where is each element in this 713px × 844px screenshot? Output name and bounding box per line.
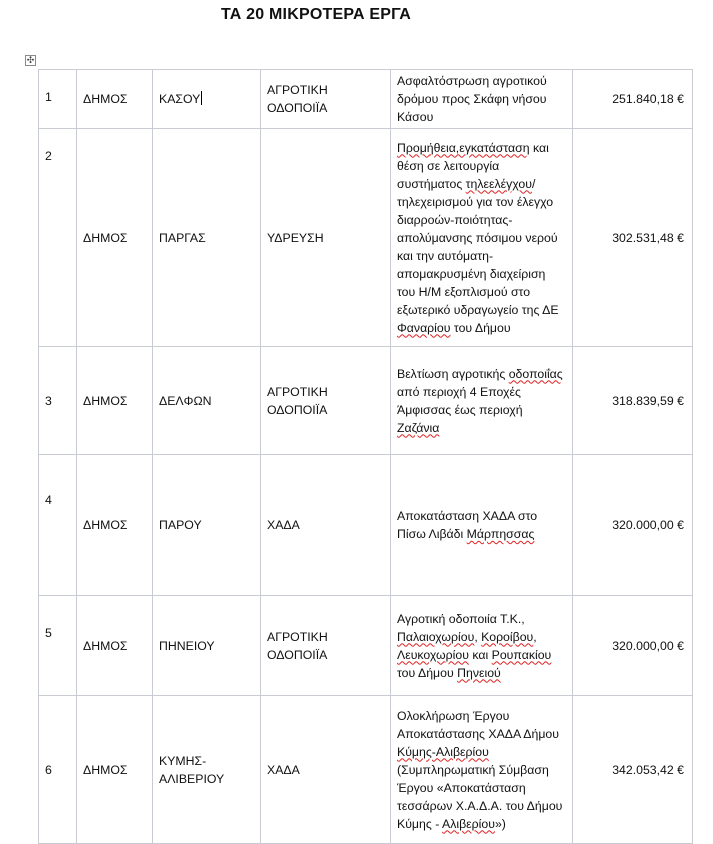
row-number: 1 — [39, 70, 77, 129]
table-move-handle-icon[interactable]: ✣ — [26, 55, 35, 65]
municipality-type: ΔΗΜΟΣ — [77, 70, 153, 129]
table-row — [39, 129, 693, 347]
project-amount: 342.053,42 € — [573, 696, 693, 844]
project-amount: 320.000,00 € — [573, 596, 693, 696]
project-amount: 320.000,00 € — [573, 455, 693, 596]
project-category: ΥΔΡΕΥΣΗ — [261, 129, 391, 347]
municipality-name[interactable]: ΚΑΣΟΥ — [153, 70, 261, 129]
description-word: Προμήθεια,εγκατάσταση — [397, 140, 530, 155]
project-category: ΧΑΔΑ — [261, 455, 391, 596]
text-cursor — [201, 91, 202, 105]
description-word: Αλιβερίου — [442, 816, 495, 831]
project-description: Ολοκλήρωση Έργου Αποκατάστασης ΧΑΔΑ Δήμου Κύμης-Αλιβερίου (Συμπληρωματική Σύμβαση Έργου «Αποκατάσταση τεσσάρων Χ.Α.Δ.Α. του Δήμου Κύμης - Αλιβερίου») — [391, 696, 573, 844]
project-category: ΧΑΔΑ — [261, 696, 391, 844]
description-word: Ζαζάνια — [397, 420, 440, 435]
project-category: ΑΓΡΟΤΙΚΗ ΟΔΟΠΟΙΪΑ — [261, 596, 391, 696]
municipality-name: ΚΥΜΗΣ-ΑΛΙΒΕΡΙΟΥ — [153, 696, 261, 844]
project-amount: 302.531,48 € — [573, 129, 693, 347]
table-row — [39, 696, 693, 844]
table-row — [39, 70, 693, 129]
project-description: Αγροτική οδοποιία Τ.Κ., Παλαιοχωρίου, Κοροίβου, Λευκοχωρίου και Ρουπακίου του Δήμου Πηνειού — [391, 596, 573, 696]
municipality-type: ΔΗΜΟΣ — [77, 596, 153, 696]
municipality-type: ΔΗΜΟΣ — [77, 696, 153, 844]
table-row — [39, 455, 693, 596]
document-title: ΤΑ 20 ΜΙΚΡΟΤΕΡΑ ΕΡΓΑ — [221, 6, 411, 23]
row-number: 3 — [39, 347, 77, 455]
municipality-type: ΔΗΜΟΣ — [77, 347, 153, 455]
municipality-name: ΠΗΝΕΙΟΥ — [153, 596, 261, 696]
municipality-name: ΠΑΡΟΥ — [153, 455, 261, 596]
description-word: Λευκοχωρίου — [397, 647, 469, 662]
municipality-type: ΔΗΜΟΣ — [77, 455, 153, 596]
municipality-type: ΔΗΜΟΣ — [77, 129, 153, 347]
row-number: 5 — [39, 596, 77, 696]
project-amount: 251.840,18 € — [573, 70, 693, 129]
row-number: 2 — [39, 129, 77, 347]
description-word: Παλαιοχωρίου — [397, 629, 475, 644]
description-word: Ρουπακίου — [491, 647, 552, 662]
project-description: Βελτίωση αγροτικής οδοποιΐας από περιοχή 4 Εποχές Άμφισσας έως περιοχή Ζαζάνια — [391, 347, 573, 455]
description-word: Φαναρίου — [397, 320, 451, 335]
table-row — [39, 347, 693, 455]
project-description: Προμήθεια,εγκατάσταση και θέση σε λειτουργία συστήματος τηλεελέγχου/τηλεχειρισμού για τον έλεγχο διαρροών-ποιότητας-απολύμανσης πόσιμου νερού και την αυτόματη-απομακρυσμένη διαχείριση του Η/Μ εξοπλισμού στο εξωτερικό υδραγωγείο της ΔΕ Φαναρίου του Δήμου — [391, 129, 573, 347]
row-number: 4 — [39, 455, 77, 596]
description-word: Πηνειού — [457, 665, 501, 680]
description-word: Κύμης-Αλιβερίου — [397, 744, 489, 759]
project-description: Ασφαλτόστρωση αγροτικού δρόμου προς Σκάφη νήσου Κάσου — [391, 70, 573, 129]
description-word: οδοποιΐας — [508, 366, 563, 381]
municipality-name: ΠΑΡΓΑΣ — [153, 129, 261, 347]
project-category: ΑΓΡΟΤΙΚΗ ΟΔΟΠΟΙΪΑ — [261, 70, 391, 129]
project-description: Αποκατάσταση ΧΑΔΑ στο Πίσω Λιβάδι Μάρπησσας — [391, 455, 573, 596]
description-word: Μάρπησσας — [466, 527, 535, 541]
table-row — [39, 596, 693, 696]
description-word: τηλεελέγχου — [465, 176, 532, 191]
project-amount: 318.839,59 € — [573, 347, 693, 455]
description-word: Κοροίβου — [481, 629, 534, 644]
project-category: ΑΓΡΟΤΙΚΗ ΟΔΟΠΟΙΪΑ — [261, 347, 391, 455]
projects-table — [38, 69, 693, 844]
row-number: 6 — [39, 696, 77, 844]
municipality-name: ΔΕΛΦΩΝ — [153, 347, 261, 455]
